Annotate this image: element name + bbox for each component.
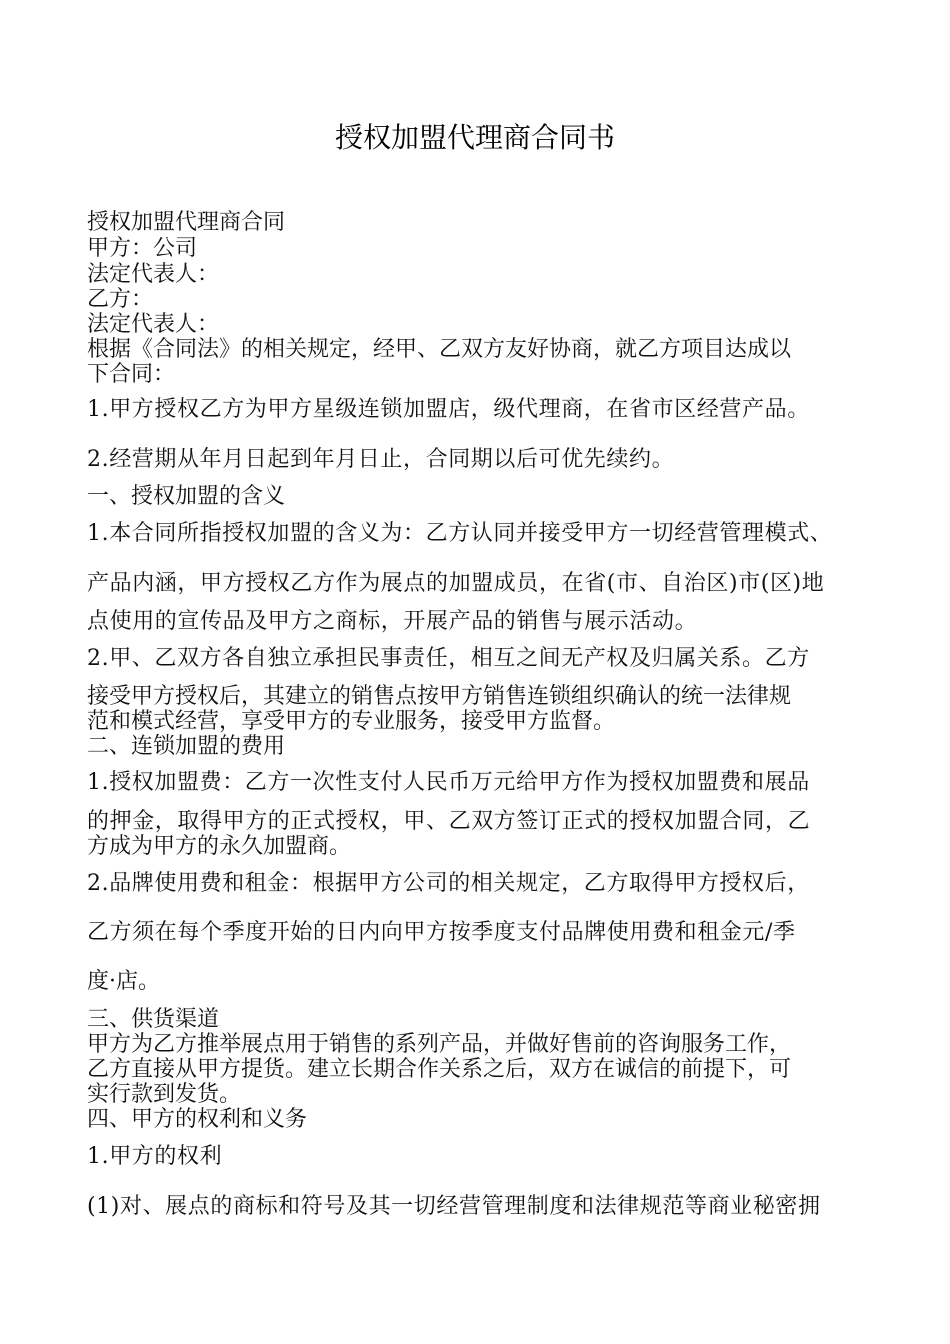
party-a: 甲方：公司	[87, 236, 198, 261]
clause-line: 1.甲方的权利	[87, 1144, 223, 1169]
party-b-representative: 法定代表人：	[87, 312, 220, 337]
clause-line: 乙方直接从甲方提货。建立长期合作关系之后，双方在诚信的前提下，可	[87, 1057, 792, 1082]
contract-name: 授权加盟代理商合同	[87, 210, 286, 235]
clause-line: 实行款到发货。	[87, 1082, 242, 1107]
clause-line: 2.品牌使用费和租金：根据甲方公司的相关规定，乙方取得甲方授权后，	[87, 871, 810, 896]
section-heading: 四、甲方的权利和义务	[87, 1107, 308, 1132]
document-title: 授权加盟代理商合同书	[334, 121, 615, 154]
section-heading: 三、供货渠道	[87, 1007, 220, 1032]
preamble-line: 根据《合同法》的相关规定，经甲、乙双方友好协商，就乙方项目达成以	[87, 337, 792, 362]
clause-line: 范和模式经营，享受甲方的专业服务，接受甲方监督。	[87, 709, 616, 734]
clause-line: 的押金，取得甲方的正式授权，甲、乙双方签订正式的授权加盟合同，乙	[87, 809, 811, 834]
clause-line: (1)对、展点的商标和符号及其一切经营管理制度和法律规范等商业秘密拥	[87, 1194, 821, 1219]
section-heading: 一、授权加盟的含义	[87, 484, 286, 509]
clause-line: 1.授权加盟费：乙方一次性支付人民币万元给甲方作为授权加盟费和展品	[87, 770, 810, 795]
clause-line: 乙方须在每个季度开始的日内向甲方按季度支付品牌使用费和租金元/季	[87, 920, 796, 945]
clause-line: 度·店。	[87, 969, 160, 994]
clause-line: 点使用的宣传品及甲方之商标，开展产品的销售与展示活动。	[87, 609, 698, 634]
section-heading: 二、连锁加盟的费用	[87, 734, 286, 759]
clause-line: 接受甲方授权后，其建立的销售点按甲方销售连锁组织确认的统一法律规	[87, 684, 792, 709]
clause-line: 甲方为乙方推举展点用于销售的系列产品，并做好售前的咨询服务工作，	[87, 1032, 792, 1057]
preamble-line: 下合同：	[87, 362, 176, 387]
party-a-representative: 法定代表人：	[87, 262, 220, 287]
clause-line: 1.甲方授权乙方为甲方星级连锁加盟店，级代理商，在省市区经营产品。	[87, 397, 810, 422]
party-b: 乙方：	[87, 287, 154, 312]
clause-line: 方成为甲方的永久加盟商。	[87, 834, 352, 859]
clause-line: 2.甲、乙双方各自独立承担民事责任，相互之间无产权及归属关系。乙方	[87, 646, 810, 671]
clause-line: 产品内涵，甲方授权乙方作为展点的加盟成员，在省(市、自治区)市(区)地	[87, 571, 825, 596]
clause-line: 2.经营期从年月日起到年月日止，合同期以后可优先续约。	[87, 447, 675, 472]
clause-line: 1.本合同所指授权加盟的含义为：乙方认同并接受甲方一切经营管理模式、	[87, 521, 833, 546]
